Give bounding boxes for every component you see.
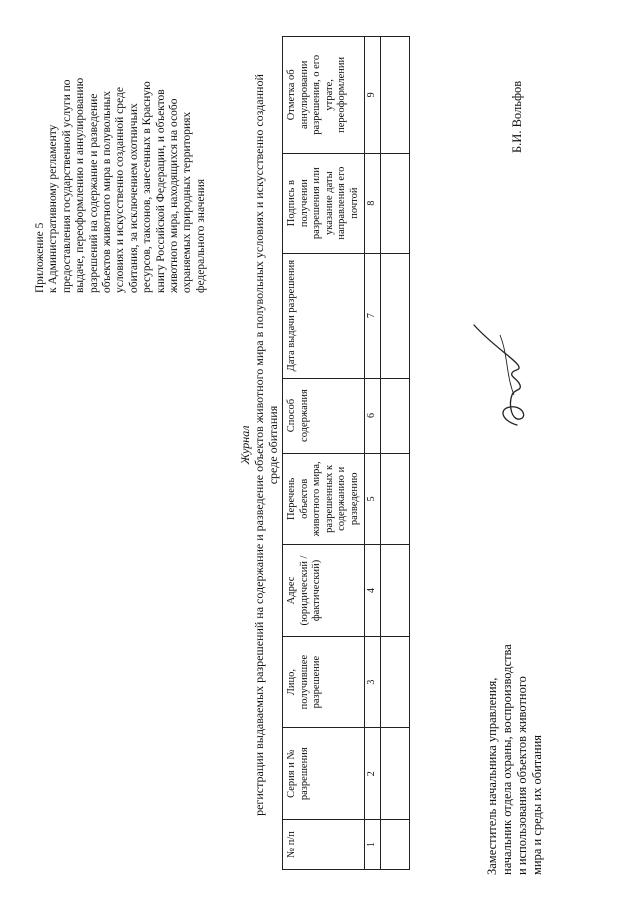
- empty-cell: [380, 153, 409, 253]
- number-cell: 4: [365, 545, 381, 637]
- table-empty-row: [380, 37, 409, 870]
- header-cell: Способ содержания: [283, 378, 365, 453]
- empty-cell: [380, 728, 409, 820]
- appendix-line: предоставления государственной услуги по: [60, 79, 73, 293]
- journal-subtitle-line: регистрации выдаваемых разрешений на содержание и разведение объектов животного мира в полувольных условиях и искусственно созданной: [252, 74, 266, 816]
- appendix-line: условиях и искусственно созданной среде: [114, 87, 127, 293]
- appendix-line: обитания, за исключением охотничьих: [127, 103, 140, 293]
- header-cell: № п/п: [283, 820, 365, 870]
- empty-cell: [380, 820, 409, 870]
- number-cell: 9: [365, 37, 381, 154]
- header-cell: Дата выдачи разрешения: [283, 253, 365, 378]
- header-cell: Отметка об аннулировании разрешения, о его утрате, переоформлении: [283, 37, 365, 154]
- appendix-title: Приложение 5: [34, 222, 46, 293]
- number-cell: 3: [365, 636, 381, 728]
- number-cell: 5: [365, 453, 381, 545]
- header-cell: Адрес (юридический / фактический): [283, 545, 365, 637]
- appendix-text: [47, 3, 208, 293]
- appendix-block: [34, 3, 208, 293]
- appendix-line: разрешений на содержание и разведение: [87, 93, 100, 293]
- appendix-line: к Административному регламенту: [47, 124, 60, 293]
- header-cell: Серия и № разрешения: [283, 728, 365, 820]
- appendix-line: книгу Российской Федерации, и объектов: [154, 89, 167, 293]
- journal-heading: [238, 5, 280, 885]
- table-header-row: [283, 37, 365, 870]
- number-cell: 6: [365, 378, 381, 453]
- appendix-line: ресурсов, таксонов, занесенных в Красную: [141, 81, 154, 293]
- signer-line: начальник отдела охраны, воспроизводства: [500, 644, 514, 875]
- empty-cell: [380, 453, 409, 545]
- registration-table: [282, 36, 410, 870]
- appendix-line: федерального значения: [194, 178, 207, 293]
- signer-line: Заместитель начальника управления,: [485, 677, 499, 875]
- signer-position: [485, 555, 545, 875]
- table-number-row: [365, 37, 381, 870]
- signer-name: Б.И. Вольфов: [510, 80, 524, 153]
- signer-line: и использования объектов животного: [515, 676, 529, 875]
- appendix-line: животного мира, находящихся на особо: [168, 98, 181, 293]
- header-cell: Перечень объектов животного мира, разрешенных к содержанию и разведению: [283, 453, 365, 545]
- empty-cell: [380, 636, 409, 728]
- number-cell: 1: [365, 820, 381, 870]
- header-cell: Лицо, получившее разрешение: [283, 636, 365, 728]
- number-cell: 2: [365, 728, 381, 820]
- header-cell: Подпись в получении разрешения или указание даты направления его почтой: [283, 153, 365, 253]
- empty-cell: [380, 378, 409, 453]
- empty-cell: [380, 253, 409, 378]
- appendix-line: объектов животного мира в полувольных: [101, 90, 114, 293]
- journal-subtitle-line: среде обитания: [266, 405, 280, 485]
- handwritten-signature: [462, 315, 542, 435]
- number-cell: 8: [365, 153, 381, 253]
- appendix-line: охраняемых природных территориях: [181, 111, 194, 293]
- signer-line: мира и среды их обитания: [530, 734, 544, 875]
- appendix-line: выдаче, переоформлению и аннулированию: [74, 77, 87, 293]
- number-cell: 7: [365, 253, 381, 378]
- empty-cell: [380, 545, 409, 637]
- empty-cell: [380, 37, 409, 154]
- journal-title: Журнал: [238, 425, 252, 465]
